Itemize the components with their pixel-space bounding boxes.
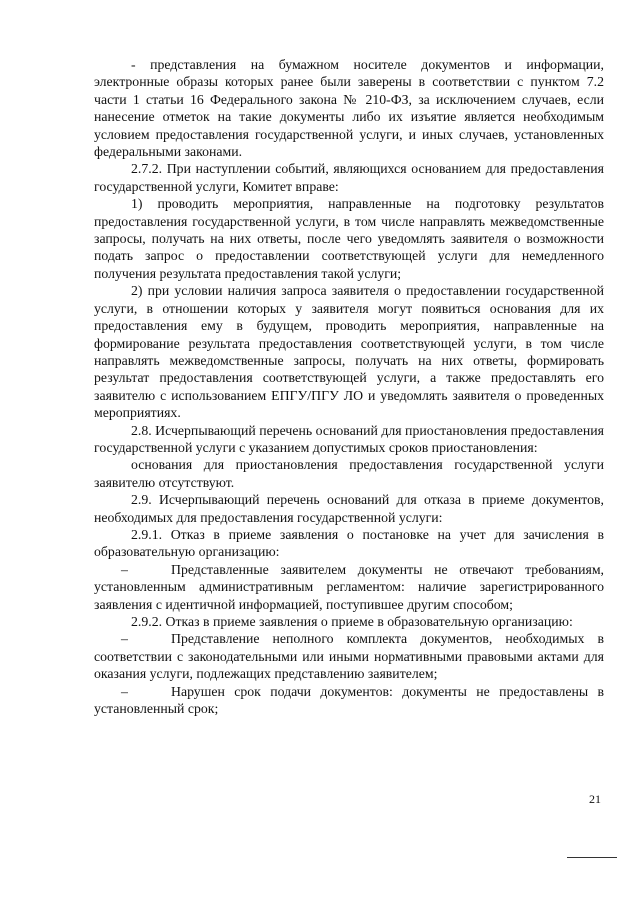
page-number: 21 [589, 792, 601, 806]
dash-marker: – [121, 631, 128, 647]
list-item-text: Нарушен срок подачи документов: документы не предоставлены в установленный срок; [94, 683, 604, 717]
paragraph: основания для приостановления предоставления государственной услуги заявителю отсутствуют. [94, 457, 604, 490]
list-item [94, 630, 604, 682]
paragraph: 2.7.2. При наступлении событий, являющихся основанием для предоставления государственной услуги, Комитет вправе: [94, 161, 604, 194]
list-item [94, 683, 604, 718]
paragraph: - представления на бумажном носителе документов и информации, электронные образы которых ранее были заверены в соответствии с пунктом 7.2 части 1 статьи 16 Федерального закона № 210-ФЗ, за исключением случаев, если нанесение отметок на такие документы либо их изъятие является необходимым условием предоставления государственной услуги, и иных случаев, установленных федеральными законами. [94, 57, 604, 160]
paragraph: 2.9.1. Отказ в приеме заявления о постановке на учет для зачисления в образовательную организацию: [94, 526, 604, 560]
list-item [94, 561, 604, 613]
paragraph: 1) проводить мероприятия, направленные на подготовку результатов предоставления государственной услуги, в том числе направлять межведомственные запросы, получать на них ответы, после чего уведомлять заявителя о возможности подать запрос о предоставлении соответствующей услуги для немедленного получения результата предоставления такой услуги; [94, 196, 604, 281]
list-item-text: Представление неполного комплекта документов, необходимых в соответствии с законодательными или иными нормативными правовыми актами для оказания услуги, подлежащих представлению заявителем; [94, 631, 604, 682]
footer-rule [567, 857, 617, 858]
document-body [94, 56, 604, 717]
paragraph: 2.9. Исчерпывающий перечень оснований для отказа в приеме документов, необходимых для предоставления государственной услуги: [94, 492, 604, 525]
paragraph: 2.8. Исчерпывающий перечень оснований для приостановления предоставления государственной услуги с указанием допустимых сроков приостановления: [94, 422, 604, 455]
list-item-text: Представленные заявителем документы не отвечают требованиям, установленным административным регламентом: наличие зарегистрированного заявления с идентичной информацией, поступившее другим способом; [94, 561, 604, 612]
paragraph: 2) при условии наличия запроса заявителя о предоставлении государственной услуги, в отношении которых у заявителя могут появиться основания для их предоставления ему в будущем, проводить мероприятия, направленные на формирование результата предоставления соответствующей услуги, в том числе направлять межведомственные запросы, получать на них ответы, формировать результат предоставления соответствующей услуги, а также предоставлять его заявителю с использованием ЕПГУ/ПГУ ЛО и уведомлять заявителя о проведенных мероприятиях. [94, 283, 604, 421]
paragraph: 2.9.2. Отказ в приеме заявления о приеме в образовательную организацию: [131, 614, 573, 629]
dash-marker: – [121, 683, 128, 699]
dash-marker: – [121, 561, 128, 577]
